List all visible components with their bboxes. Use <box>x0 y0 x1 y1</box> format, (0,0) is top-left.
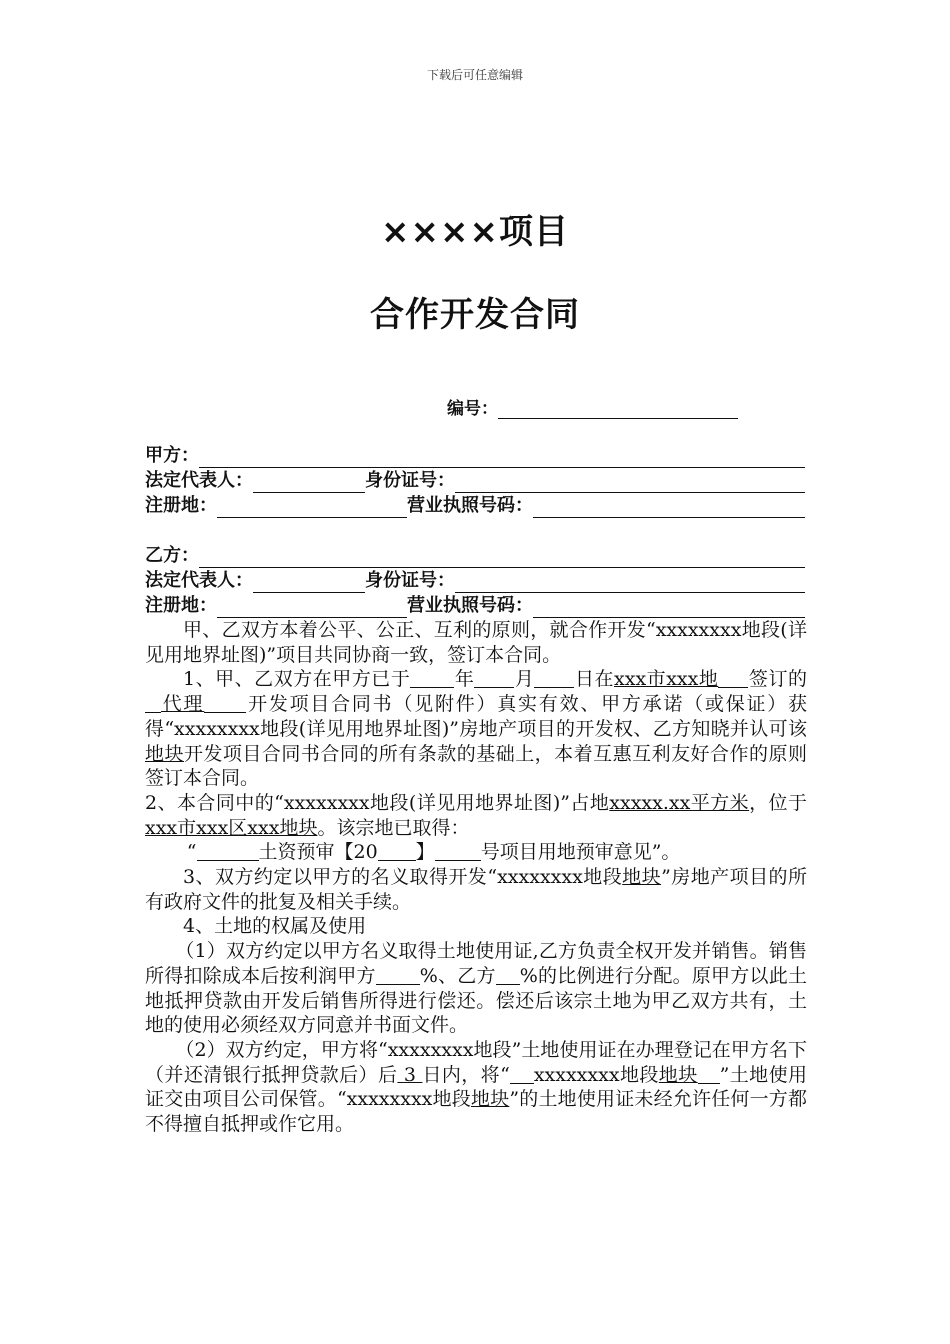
page-header-note: 下载后可任意编辑 <box>426 68 523 82</box>
clause-2-text-c: 。该宗地已取得： <box>317 816 470 839</box>
clause-1-text: 1、甲、乙双方在甲方已于 <box>183 668 411 691</box>
clause-4-title: 4、土地的权属及使用 <box>183 915 367 938</box>
party-b-block <box>145 543 805 618</box>
party-a-block <box>145 443 805 518</box>
day-blank[interactable] <box>534 668 574 688</box>
clause-4-1-text-b: %、乙方 <box>419 964 496 987</box>
party-b-license-blank[interactable] <box>533 597 805 618</box>
contract-number-field <box>447 394 738 419</box>
clause-4-2-text-e: ”的土地使用证未经允许任何一方都不得擅自抵押或作它用。 <box>145 1088 807 1136</box>
plot-name-blank[interactable] <box>510 1064 534 1084</box>
party-b-rep-label: 法定代表人： <box>145 570 253 591</box>
clause-2 <box>145 791 807 840</box>
plot-term-3: 地块 <box>622 866 662 889</box>
plot-term-4: 地块 <box>658 1063 698 1086</box>
party-a-id-blank[interactable] <box>455 472 805 493</box>
place-blank[interactable] <box>718 668 748 688</box>
project-title: ××××项目 <box>381 212 569 252</box>
plot-term: 地块 <box>145 742 184 765</box>
party-b-rep-blank[interactable] <box>253 572 365 593</box>
clause-1-text-b: 签订的 <box>748 668 807 691</box>
contract-body <box>145 618 807 1137</box>
contract-number-blank[interactable] <box>498 400 738 419</box>
days-value <box>397 1064 422 1086</box>
agent-blank-post[interactable] <box>204 693 246 713</box>
party-a-license-blank[interactable] <box>533 497 805 518</box>
days-number: 3 <box>403 1063 416 1086</box>
month-label: 月 <box>514 668 535 691</box>
clause-1 <box>145 667 807 791</box>
party-a-license-label: 营业执照号码： <box>407 495 533 516</box>
party-b-reg-label: 注册地： <box>145 595 217 616</box>
party-b-id-label: 身份证号： <box>365 570 455 591</box>
agent-blank-pre[interactable] <box>145 693 161 713</box>
approval-year-blank[interactable] <box>378 841 416 861</box>
clause-4-2-text: （2）双方约定，甲方将“xxxxxxxx地段”土地使用证在办理登记在甲方名下（并还清银行抵押贷款后）后 <box>145 1038 807 1086</box>
approval-number-blank[interactable] <box>435 841 481 861</box>
party-a-share-blank[interactable] <box>376 965 420 985</box>
clause-4-2-text-b: 日内，将“ <box>422 1063 510 1086</box>
clause-2-text-b: ，位于 <box>749 791 807 814</box>
quote-open: “ <box>186 841 197 864</box>
plot-suffix-blank[interactable] <box>698 1064 720 1084</box>
approval-text: 土资预审【20 <box>258 841 378 864</box>
day-label: 日在 <box>574 668 615 691</box>
clause-4-2 <box>145 1038 807 1137</box>
clause-4-1-text-c: %的比例进行分配。原甲方以此土地抵押贷款由开发后销售所得进行偿还。偿还后该宗土地为甲乙双方共有，土地的使用必须经双方同意并书面文件。 <box>145 964 807 1037</box>
approval-bracket: 】 <box>415 841 435 864</box>
month-blank[interactable] <box>474 668 514 688</box>
agent-term: 代理 <box>161 693 205 716</box>
approval-prefix-blank[interactable] <box>197 841 259 861</box>
clause-1-text-c: 开发项目合同书（见附件）真实有效、甲方承诺（或保证）获得“xxxxxxxx地段(详见用地界址图)”房地产项目的开发权、乙方知晓并认可该 <box>145 693 807 740</box>
clause-4-1-text: （1）双方约定以甲方名义取得土地使用证,乙方负责全权开发并销售。销售所得扣除成本后按利润甲方 <box>145 940 807 987</box>
year-blank[interactable] <box>410 668 454 688</box>
signing-place: xxx市xxx地 <box>614 668 719 691</box>
clause-2-approval <box>145 840 807 865</box>
party-b-reg-blank[interactable] <box>217 597 407 618</box>
clause-1-text-d: 开发项目合同书合同的所有条款的基础上，本着互惠互利友好合作的原则签订本合同。 <box>145 742 807 790</box>
contract-title: 合作开发合同 <box>370 295 580 335</box>
land-area: xxxxx.xx平方米 <box>609 791 750 814</box>
plot-term-5: 地块 <box>470 1088 510 1111</box>
clause-3-text: 3、双方约定以甲方的名义取得开发“xxxxxxxx地段 <box>183 866 623 889</box>
clause-4-2-text-c: xxxxxxxx地段 <box>533 1063 659 1086</box>
party-b-id-blank[interactable] <box>455 572 805 593</box>
party-a-reg-blank[interactable] <box>217 497 407 518</box>
party-a-name-blank[interactable] <box>199 447 805 468</box>
clause-2-text: 2、本合同中的“xxxxxxxx地段(详见用地界址图)”占地 <box>145 791 610 814</box>
approval-end: 号项目用地预审意见”。 <box>480 841 681 864</box>
clause-4-2-text-d: ”土地使用证交由项目公司保管。“xxxxxxxx地段 <box>145 1063 807 1111</box>
year-label: 年 <box>454 668 475 691</box>
party-a-reg-label: 注册地： <box>145 495 217 516</box>
party-a-rep-label: 法定代表人： <box>145 470 253 491</box>
land-location: xxx市xxx区xxx地块 <box>145 816 318 839</box>
clause-3 <box>145 865 807 914</box>
party-a-label: 甲方： <box>145 445 199 466</box>
clause-3-text-b: ”房地产项目的所有政府文件的批复及相关手续。 <box>145 866 807 913</box>
intro-paragraph: 甲、乙双方本着公平、公正、互利的原则，就合作开发“xxxxxxxx地段(详见用地界址图)”项目共同协商一致，签订本合同。 <box>145 619 807 666</box>
party-b-share-blank[interactable] <box>496 965 520 985</box>
party-b-label: 乙方： <box>145 545 199 566</box>
party-a-id-label: 身份证号： <box>365 470 455 491</box>
party-a-rep-blank[interactable] <box>253 472 365 493</box>
contract-number-label: 编号： <box>447 399 498 419</box>
clause-4-1 <box>145 939 807 1038</box>
party-b-name-blank[interactable] <box>199 547 805 568</box>
party-b-license-label: 营业执照号码： <box>407 595 533 616</box>
